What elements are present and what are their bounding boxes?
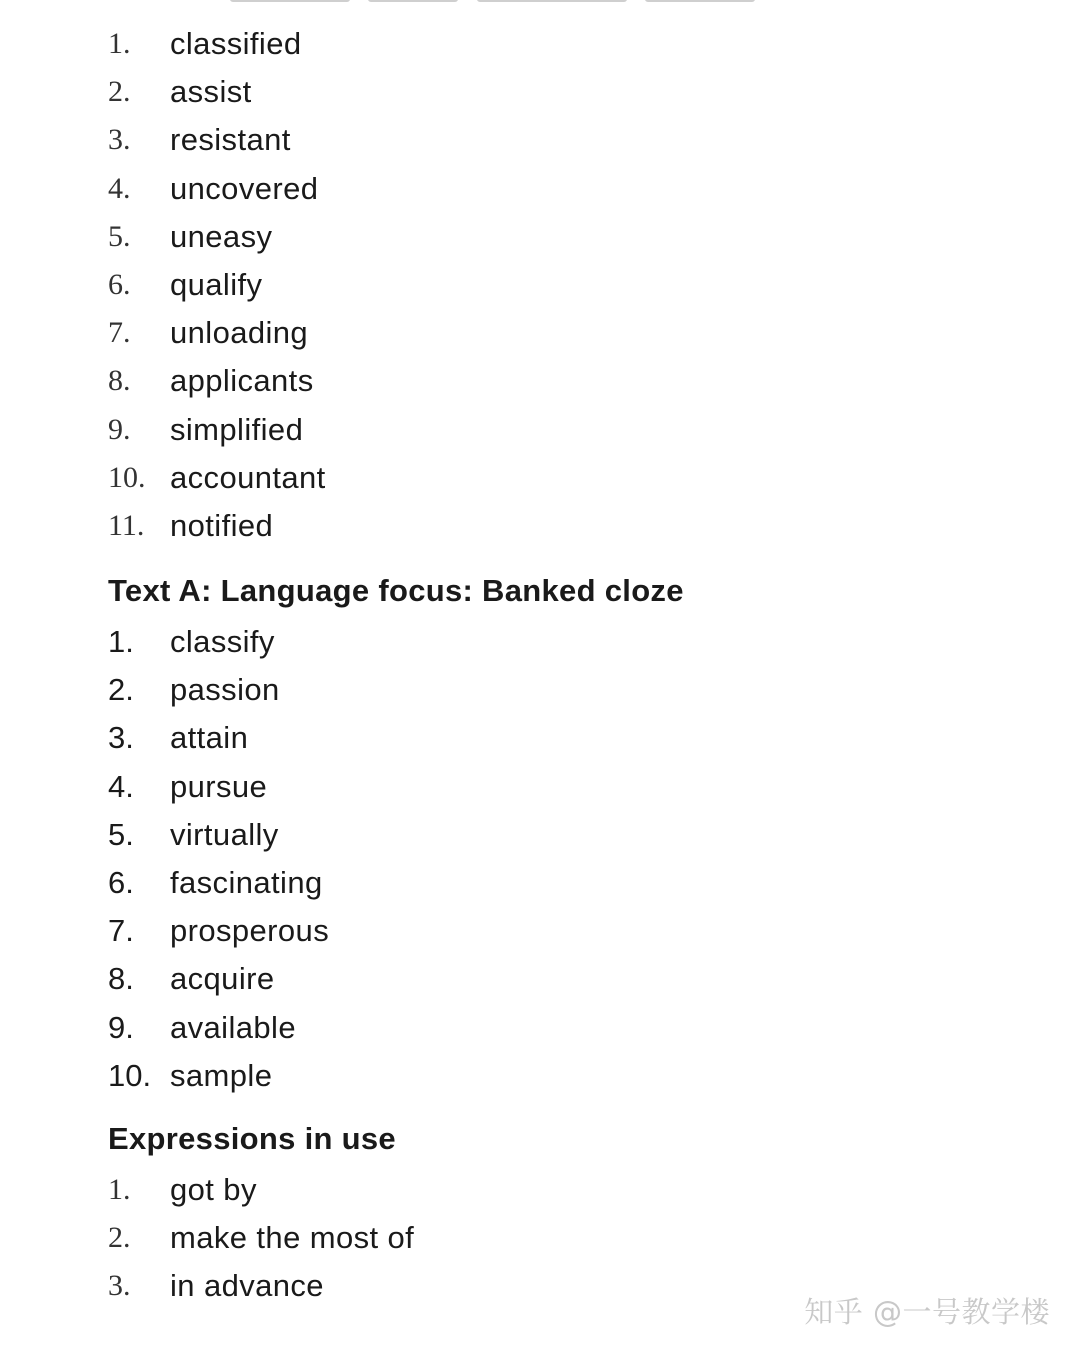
section-heading: Expressions in use bbox=[108, 1121, 396, 1156]
list-item bbox=[108, 907, 1040, 955]
item-answer: uncovered bbox=[170, 170, 319, 206]
list-item bbox=[108, 309, 1040, 357]
item-answer: prosperous bbox=[170, 913, 330, 949]
item-answer: notified bbox=[170, 507, 274, 543]
item-number: 10. bbox=[108, 460, 146, 494]
list-item bbox=[108, 859, 1040, 907]
watermark-text: 知乎 @一号教学楼 bbox=[804, 1295, 1050, 1329]
list-item bbox=[108, 454, 1040, 502]
list-item bbox=[108, 261, 1040, 309]
item-answer: uneasy bbox=[170, 218, 273, 254]
item-answer: passion bbox=[170, 672, 280, 708]
item-number: 2. bbox=[108, 672, 134, 708]
item-number: 8. bbox=[108, 364, 131, 398]
item-number: 7. bbox=[108, 316, 131, 350]
item-answer: accountant bbox=[170, 459, 326, 495]
item-number: 8. bbox=[108, 961, 134, 997]
item-number: 7. bbox=[108, 913, 134, 949]
list-item bbox=[108, 1004, 1040, 1052]
item-answer: simplified bbox=[170, 411, 304, 447]
item-number: 6. bbox=[108, 864, 134, 900]
list-item bbox=[108, 1052, 1040, 1100]
list-item bbox=[108, 406, 1040, 454]
item-answer: assist bbox=[170, 74, 252, 110]
item-number: 4. bbox=[108, 171, 131, 205]
item-number: 2. bbox=[108, 75, 131, 109]
expressions-section bbox=[108, 1118, 1040, 1311]
list-item bbox=[108, 20, 1040, 68]
item-number: 10. bbox=[108, 1057, 152, 1093]
clipped-top-text bbox=[230, 0, 890, 2]
item-number: 4. bbox=[108, 768, 134, 804]
list-item bbox=[108, 811, 1040, 859]
list-item bbox=[108, 1166, 1040, 1214]
item-number: 11. bbox=[108, 508, 145, 542]
list-item bbox=[108, 502, 1040, 550]
item-number: 5. bbox=[108, 816, 134, 852]
item-number: 1. bbox=[108, 624, 134, 659]
item-answer: available bbox=[170, 1009, 296, 1045]
item-number: 1. bbox=[108, 1173, 131, 1206]
item-number: 9. bbox=[108, 412, 131, 446]
answer-list-vocabulary bbox=[108, 20, 1040, 550]
list-item bbox=[108, 165, 1040, 213]
item-number: 6. bbox=[108, 267, 131, 301]
section-heading: Text A: Language focus: Banked cloze bbox=[108, 573, 684, 608]
item-answer: applicants bbox=[170, 363, 314, 399]
list-item bbox=[108, 666, 1040, 714]
item-answer: fascinating bbox=[170, 864, 323, 900]
item-answer: attain bbox=[170, 720, 249, 756]
item-answer: sample bbox=[170, 1057, 273, 1093]
list-item bbox=[108, 213, 1040, 261]
item-answer: classified bbox=[170, 26, 302, 61]
item-number: 3. bbox=[108, 720, 134, 756]
item-answer: got by bbox=[170, 1172, 257, 1207]
banked-cloze-section bbox=[108, 570, 1040, 1100]
item-number: 5. bbox=[108, 219, 131, 253]
item-answer: pursue bbox=[170, 768, 268, 804]
list-item bbox=[108, 68, 1040, 116]
list-item bbox=[108, 955, 1040, 1003]
item-number: 3. bbox=[108, 1269, 131, 1303]
list-item bbox=[108, 714, 1040, 762]
item-answer: make the most of bbox=[170, 1220, 415, 1256]
list-item bbox=[108, 357, 1040, 405]
list-item bbox=[108, 1214, 1040, 1262]
item-answer: qualify bbox=[170, 266, 263, 302]
item-number: 2. bbox=[108, 1221, 131, 1255]
item-answer: acquire bbox=[170, 961, 275, 997]
item-answer: resistant bbox=[170, 122, 291, 158]
item-number: 1. bbox=[108, 27, 131, 60]
item-answer: in advance bbox=[170, 1268, 324, 1304]
item-number: 3. bbox=[108, 123, 131, 157]
item-answer: unloading bbox=[170, 315, 309, 351]
item-answer: classify bbox=[170, 624, 275, 659]
item-number: 9. bbox=[108, 1009, 134, 1045]
list-item bbox=[108, 763, 1040, 811]
list-item bbox=[108, 116, 1040, 164]
list-item bbox=[108, 618, 1040, 666]
item-answer: virtually bbox=[170, 816, 279, 852]
